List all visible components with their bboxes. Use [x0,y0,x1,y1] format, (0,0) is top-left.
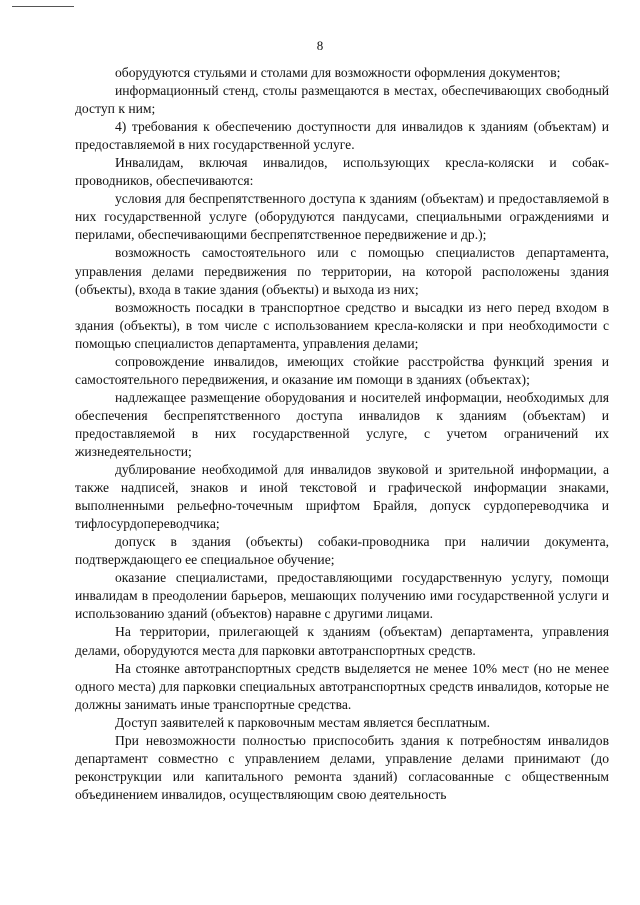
page-number: 8 [316,38,324,53]
paragraph: надлежащее размещение оборудования и носителей информации, необходимых для обеспечения беспрепятственного доступа инвалидов к зданиям (объектам) и предоставляемой в них государственной услуге, с учетом ограничений их жизнедеятельности; [75,389,609,459]
corner-line [12,6,74,7]
paragraph: При невозможности полностью приспособить здания к потребностям инвалидов департамент совместно с управлением делами, управление делами принимают (до реконструкции или капитального ремонта зданий) согласованные с общественным объединением инвалидов, осуществляющим свою деятельность [75,732,609,802]
paragraph: На стоянке автотранспортных средств выделяется не менее 10% мест (но не менее одного места) для парковки специальных автотранспортных средств инвалидов, которые не должны занимать иные транспортные средства. [75,660,609,712]
paragraph: оказание специалистами, предоставляющими государственную услугу, помощи инвалидам в преодолении барьеров, мешающих получению ими государственной услуги и использованию зданий (объектов) наравне с другими лицами. [75,570,609,622]
paragraph: возможность самостоятельного или с помощью специалистов департамента, управления делами передвижения по территории, на которой расположены здания (объекты), входа в такие здания (объекты) и выхода из них; [75,245,609,297]
paragraph: На территории, прилегающей к зданиям (объектам) департамента, управления делами, оборудуются места для парковки автотранспортных средств. [75,624,609,658]
paragraph: 4) требования к обеспечению доступности для инвалидов к зданиям (объектам) и предоставляемой в них государственной услуге. [75,119,609,153]
paragraph: информационный стенд, столы размещаются в местах, обеспечивающих свободный доступ к ним; [75,83,609,117]
paragraph: Доступ заявителей к парковочным местам является бесплатным. [115,714,491,730]
body-text [75,64,609,804]
paragraph: оборудуются стульями и столами для возможности оформления документов; [115,65,561,80]
paragraph: сопровождение инвалидов, имеющих стойкие расстройства функций зрения и самостоятельного передвижения, и оказание им помощи в зданиях (объектах); [75,353,609,387]
paragraph: дублирование необходимой для инвалидов звуковой и зрительной информации, а также надписей, знаков и иной текстовой и графической информации знаками, выполненными рельефно-точечным шрифтом Брайля, допуск сурдопереводчика и тифлосурдопереводчика; [75,462,609,532]
paragraph: условия для беспрепятственного доступа к зданиям (объектам) и предоставляемой в них государственной услуге (оборудуются пандусами, специальными ограждениями и перилами, обеспечивающими беспрепятственное передвижение и др.); [75,191,609,243]
paragraph: Инвалидам, включая инвалидов, использующих кресла-коляски и собак-проводников, обеспечиваются: [75,155,609,189]
paragraph: возможность посадки в транспортное средство и высадки из него перед входом в здания (объекты), в том числе с использованием кресла-коляски и при необходимости с помощью специалистов департамента, управления делами; [75,299,609,351]
paragraph: допуск в здания (объекты) собаки-проводника при наличии документа, подтверждающего ее специальное обучение; [75,534,609,568]
